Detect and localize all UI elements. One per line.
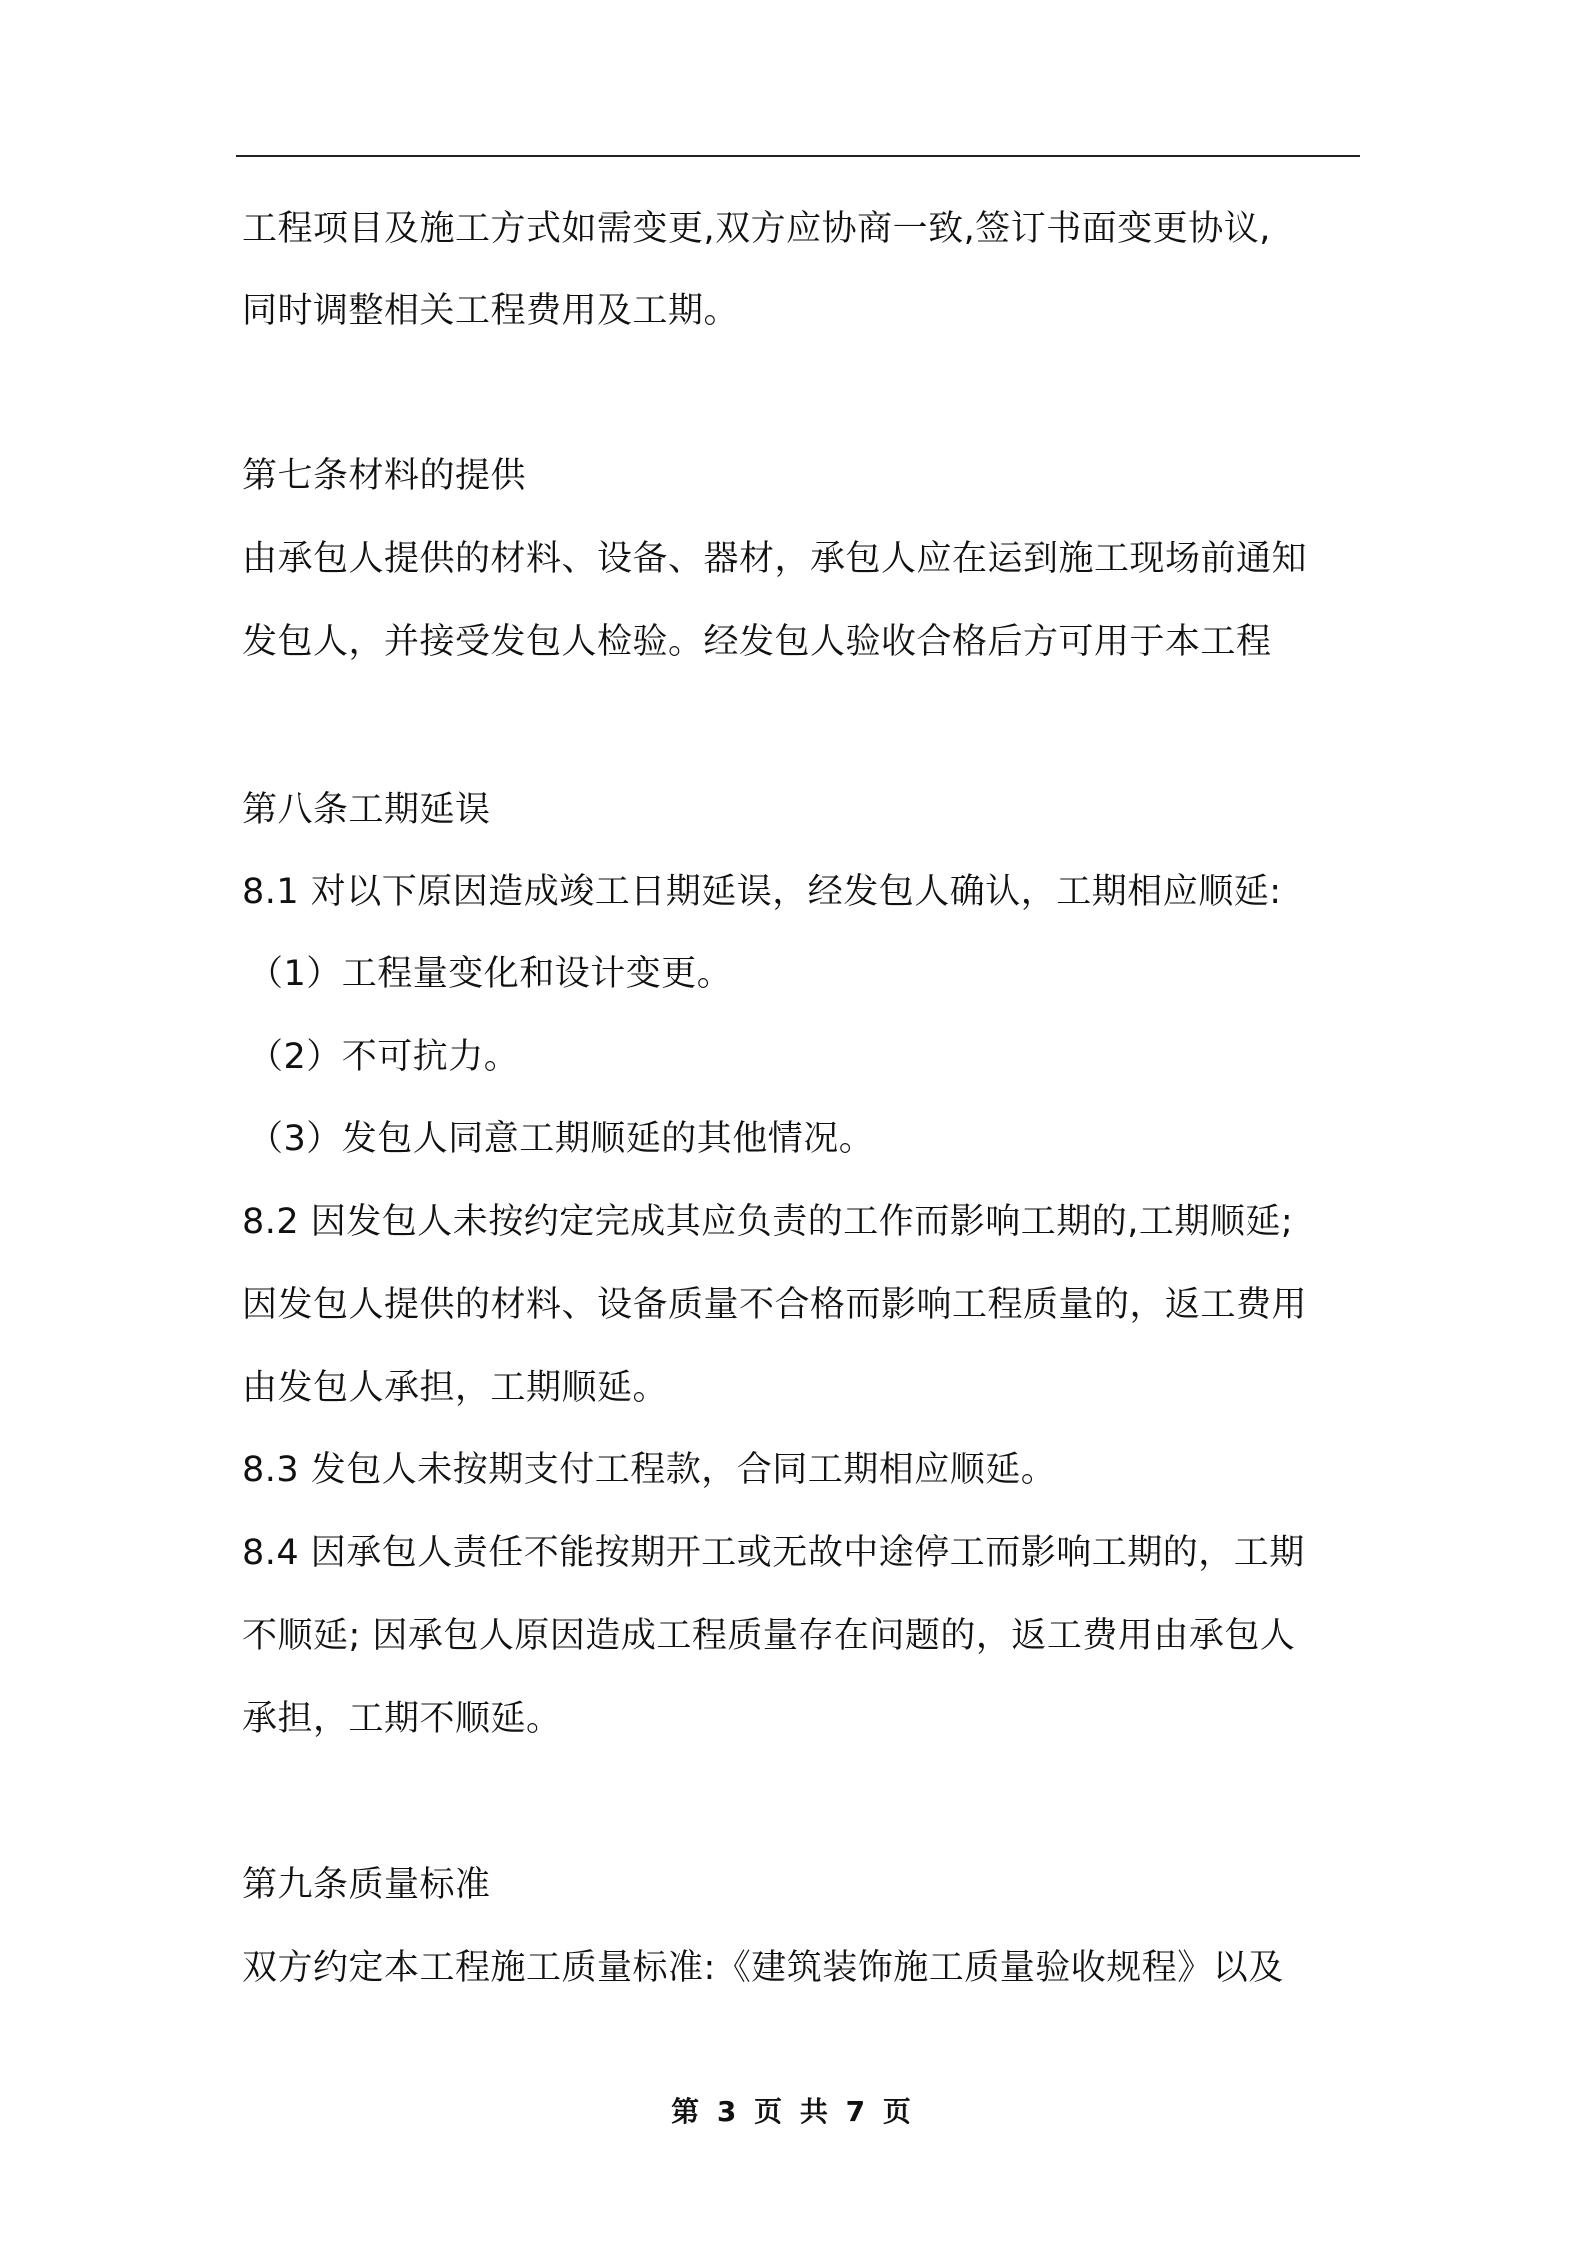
header-rule <box>236 155 1360 157</box>
clause-8-2: 8.2 因发包人未按约定完成其应负责的工作而影响工期的,工期顺延; <box>242 1202 1294 1242</box>
section-heading-7: 第七条材料的提供 <box>242 456 527 496</box>
section-heading-9: 第九条质量标准 <box>242 1865 491 1905</box>
paragraph-line: 承担，工期不顺延。 <box>242 1699 562 1739</box>
clause-8-1: 8.1 对以下原因造成竣工日期延误，经发包人确认，工期相应顺延: <box>242 872 1282 912</box>
paragraph-line: 工程项目及施工方式如需变更,双方应协商一致,签订书面变更协议, <box>242 209 1271 249</box>
paragraph-line: 双方约定本工程施工质量标准:《建筑装饰施工质量验收规程》以及 <box>242 1948 1284 1988</box>
paragraph-line: 同时调整相关工程费用及工期。 <box>242 291 740 331</box>
list-item: （1）工程量变化和设计变更。 <box>248 954 733 994</box>
clause-8-4: 8.4 因承包人责任不能按期开工或无故中途停工而影响工期的，工期 <box>242 1533 1305 1573</box>
clause-8-3: 8.3 发包人未按期支付工程款，合同工期相应顺延。 <box>242 1450 1057 1490</box>
list-item: （2）不可抗力。 <box>248 1037 520 1077</box>
paragraph-line: 不顺延; 因承包人原因造成工程质量存在问题的，返工费用由承包人 <box>242 1616 1296 1656</box>
paragraph-line: 因发包人提供的材料、设备质量不合格而影响工程质量的，返工费用 <box>242 1285 1308 1325</box>
paragraph-line: 由承包人提供的材料、设备、器材，承包人应在运到施工现场前通知 <box>242 539 1308 579</box>
section-heading-8: 第八条工期延误 <box>242 790 491 830</box>
list-item: （3）发包人同意工期顺延的其他情况。 <box>248 1119 875 1159</box>
page-number: 第 3 页 共 7 页 <box>671 2095 915 2128</box>
paragraph-line: 发包人，并接受发包人检验。经发包人验收合格后方可用于本工程 <box>242 622 1272 662</box>
paragraph-line: 由发包人承担，工期顺延。 <box>242 1368 669 1408</box>
